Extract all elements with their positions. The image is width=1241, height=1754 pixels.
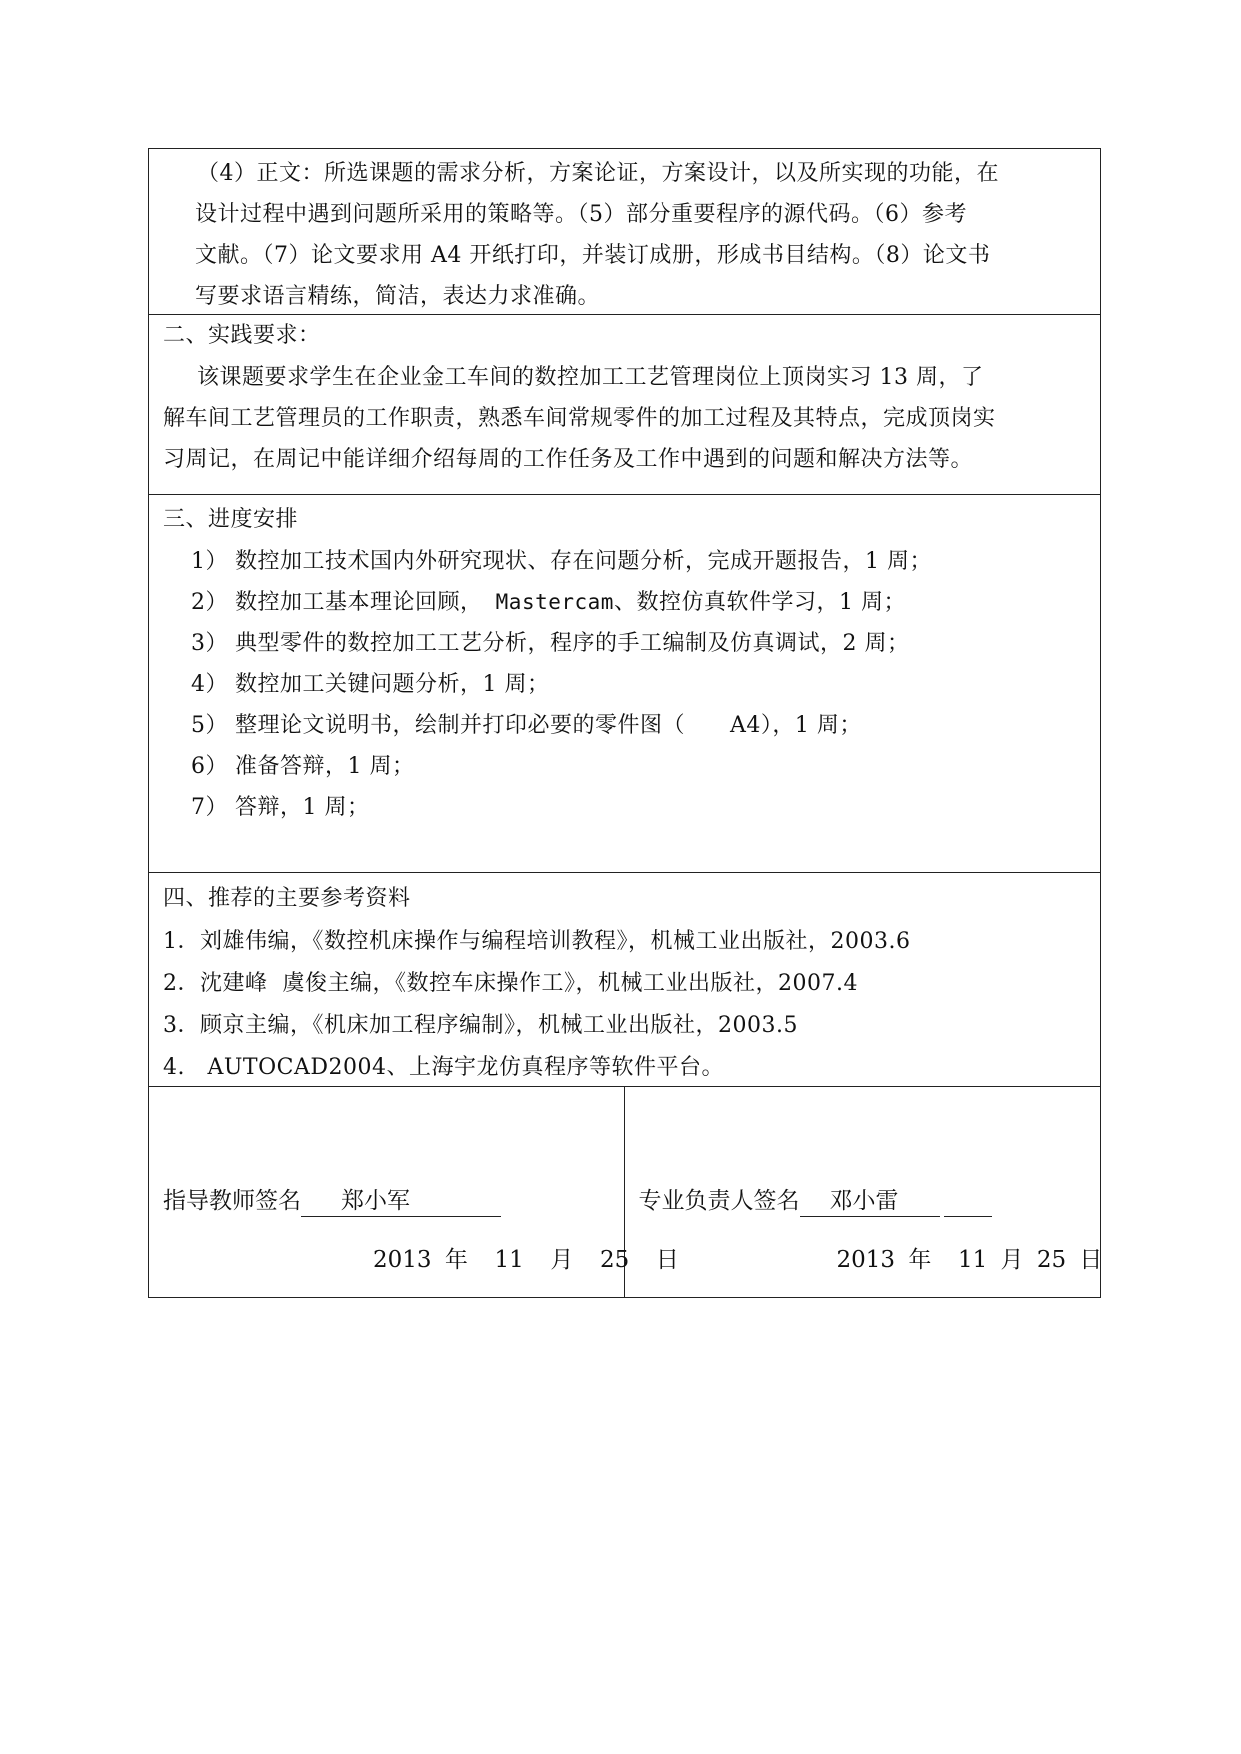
list-item <box>191 664 1090 705</box>
item-number: 3） <box>191 631 228 656</box>
text-line: 写要求语言精练，简洁，表达力求准确。 <box>195 284 601 309</box>
text-line: 解车间工艺管理员的工作职责，熟悉车间常规零件的加工过程及其特点，完成顶岗实 <box>163 406 996 431</box>
section-heading: 三、进度安排 <box>163 507 299 532</box>
list-item <box>191 541 1090 582</box>
advisor-date: 2013 年 11 月 25 日 <box>373 1247 679 1273</box>
item-text: 数控加工关键问题分析，1 周； <box>235 672 550 697</box>
section-heading: 二、实践要求： <box>163 323 321 348</box>
advisor-signature-cell <box>149 1087 679 1297</box>
advisor-name: 郑小军 <box>301 1186 501 1217</box>
reference-item: 3．顾京主编，《机床加工程序编制》，机械工业出版社，2003.5 <box>163 1013 798 1038</box>
reference-item: 1．刘雄伟编，《数控机床操作与编程培训教程》，机械工业出版社，2003.6 <box>163 929 911 954</box>
item-text: 准备答辩，1 周； <box>235 754 415 779</box>
list-item <box>191 582 1090 623</box>
signature-blank-line <box>944 1188 992 1217</box>
director-signature-line <box>639 1182 992 1217</box>
text-line: 该课题要求学生在企业金工车间的数控加工工艺管理岗位上顶岗实习 13 周，了 <box>197 365 984 390</box>
item-number: 5） <box>191 713 228 738</box>
item-text: 整理论文说明书，绘制并打印必要的零件图（ A4），1 周； <box>235 713 862 738</box>
schedule-section <box>149 495 1100 873</box>
director-signature-label: 专业负责人签名 <box>638 1188 800 1214</box>
signature-row <box>149 1087 1103 1297</box>
references-section <box>149 873 1100 1087</box>
list-item <box>191 705 1090 746</box>
thesis-requirements-section <box>149 149 1100 315</box>
director-name: 邓小雷 <box>800 1186 940 1217</box>
list-item <box>191 623 1090 664</box>
text-line: 习周记，在周记中能详细介绍每周的工作任务及工作中遇到的问题和解决方法等。 <box>163 447 974 472</box>
director-date: 2013 年 11 月 25 日 <box>836 1247 1103 1273</box>
text-line: （4）正文：所选课题的需求分析，方案论证，方案设计，以及所实现的功能，在 <box>197 161 999 186</box>
item-number: 2） <box>191 590 228 615</box>
item-text: 数控加工技术国内外研究现状、存在问题分析，完成开题报告，1 周； <box>235 549 932 574</box>
item-number: 1） <box>191 549 228 574</box>
schedule-list <box>163 541 1090 828</box>
practice-requirements-section <box>149 315 1100 495</box>
text-line: 设计过程中遇到问题所采用的策略等。（5）部分重要程序的源代码。（6）参考 <box>195 202 967 227</box>
list-item <box>191 746 1090 787</box>
reference-item: 2．沈建峰 虞俊主编，《数控车床操作工》，机械工业出版社，2007.4 <box>163 971 858 996</box>
text-line: 文献。（7）论文要求用 A4 开纸打印，并装订成册，形成书目结构。（8）论文书 <box>195 243 991 268</box>
section-heading: 四、推荐的主要参考资料 <box>163 886 411 911</box>
item-number: 4） <box>191 672 228 697</box>
director-signature-cell <box>625 1087 1101 1297</box>
item-text: 、数控仿真软件学习，1 周； <box>613 590 906 615</box>
advisor-signature-line <box>163 1182 501 1217</box>
item-text: 答辩，1 周； <box>235 795 370 820</box>
list-item <box>191 787 1090 828</box>
item-number: 7） <box>191 795 228 820</box>
advisor-signature-label: 指导教师签名 <box>163 1188 301 1214</box>
reference-item: 4. AUTOCAD2004、上海宇龙仿真程序等软件平台。 <box>163 1055 724 1080</box>
item-text: 数控加工基本理论回顾， <box>235 590 483 615</box>
item-text-mono: Mastercam <box>482 590 614 614</box>
item-number: 6） <box>191 754 228 779</box>
item-text: 典型零件的数控加工工艺分析，程序的手工编制及仿真调试，2 周； <box>235 631 910 656</box>
task-table <box>148 148 1101 1298</box>
